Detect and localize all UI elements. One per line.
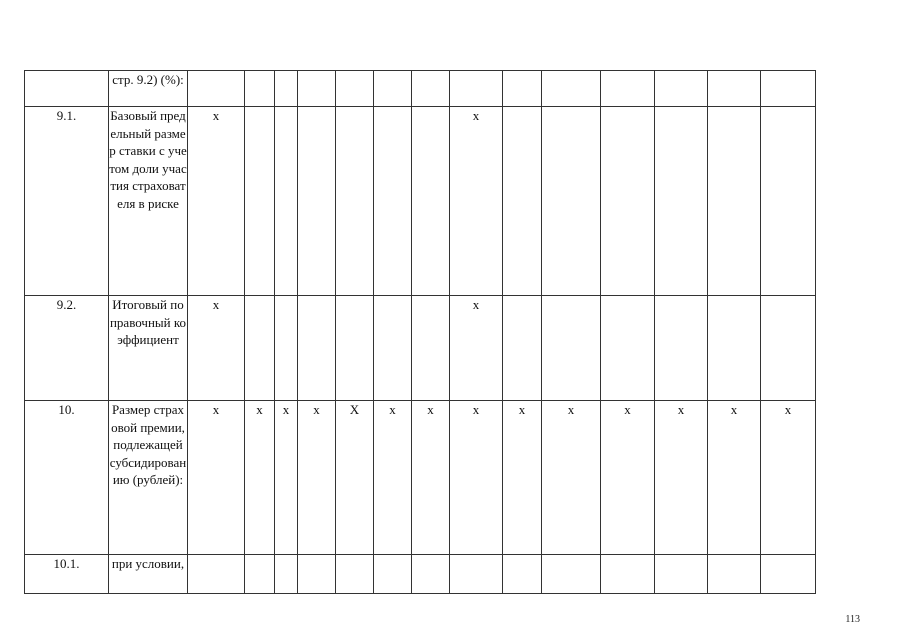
mark-cell	[412, 71, 450, 107]
row-number	[25, 71, 109, 107]
mark-cell: X	[336, 401, 374, 555]
mark-cell	[542, 107, 601, 296]
mark-cell	[298, 555, 336, 594]
mark-cell	[245, 296, 275, 401]
mark-cell	[761, 107, 816, 296]
row-number: 10.	[25, 401, 109, 555]
mark-cell: x	[275, 401, 298, 555]
mark-cell	[336, 296, 374, 401]
mark-cell	[542, 71, 601, 107]
mark-cell	[601, 71, 655, 107]
mark-cell	[374, 107, 412, 296]
mark-cell	[708, 555, 761, 594]
data-table	[24, 70, 816, 594]
mark-cell	[336, 107, 374, 296]
mark-cell	[336, 555, 374, 594]
row-label: при условии,	[109, 555, 188, 594]
mark-cell: x	[188, 296, 245, 401]
mark-cell: x	[188, 107, 245, 296]
row-number: 9.1.	[25, 107, 109, 296]
mark-cell: x	[374, 401, 412, 555]
row-label: стр. 9.2) (%):	[109, 71, 188, 107]
mark-cell	[601, 296, 655, 401]
mark-cell	[374, 71, 412, 107]
page-number: 113	[845, 614, 860, 625]
mark-cell	[275, 71, 298, 107]
mark-cell	[708, 107, 761, 296]
row-label: Базовый предельный размер ставки с учетом доли участия страхователя в риске	[109, 107, 188, 296]
mark-cell: x	[542, 401, 601, 555]
mark-cell	[245, 71, 275, 107]
mark-cell: x	[450, 107, 503, 296]
mark-cell	[601, 107, 655, 296]
table-row	[25, 555, 816, 594]
row-label: Итоговый поправочный коэффициент	[109, 296, 188, 401]
mark-cell	[655, 296, 708, 401]
mark-cell	[374, 555, 412, 594]
mark-cell	[374, 296, 412, 401]
mark-cell	[275, 555, 298, 594]
mark-cell	[601, 555, 655, 594]
mark-cell: x	[188, 401, 245, 555]
mark-cell	[245, 107, 275, 296]
row-number: 9.2.	[25, 296, 109, 401]
mark-cell	[542, 555, 601, 594]
mark-cell: x	[503, 401, 542, 555]
row-label: Размер страховой премии, подлежащей субсидированию (рублей):	[109, 401, 188, 555]
mark-cell	[655, 555, 708, 594]
mark-cell: x	[601, 401, 655, 555]
mark-cell	[761, 296, 816, 401]
mark-cell	[503, 555, 542, 594]
mark-cell	[336, 71, 374, 107]
mark-cell	[761, 555, 816, 594]
mark-cell	[188, 555, 245, 594]
table-row	[25, 401, 816, 555]
mark-cell	[275, 296, 298, 401]
mark-cell: x	[655, 401, 708, 555]
mark-cell	[188, 71, 245, 107]
mark-cell: x	[450, 296, 503, 401]
mark-cell	[708, 296, 761, 401]
mark-cell	[298, 107, 336, 296]
mark-cell	[761, 71, 816, 107]
mark-cell	[412, 107, 450, 296]
mark-cell	[298, 296, 336, 401]
mark-cell	[412, 296, 450, 401]
mark-cell	[655, 107, 708, 296]
mark-cell: x	[412, 401, 450, 555]
table-row	[25, 107, 816, 296]
mark-cell: x	[245, 401, 275, 555]
mark-cell	[412, 555, 450, 594]
mark-cell	[655, 71, 708, 107]
mark-cell: x	[298, 401, 336, 555]
mark-cell: x	[708, 401, 761, 555]
mark-cell	[708, 71, 761, 107]
mark-cell	[275, 107, 298, 296]
mark-cell	[245, 555, 275, 594]
mark-cell	[450, 555, 503, 594]
table-row	[25, 296, 816, 401]
mark-cell	[503, 296, 542, 401]
mark-cell	[298, 71, 336, 107]
mark-cell	[503, 107, 542, 296]
table-row	[25, 71, 816, 107]
mark-cell: x	[450, 401, 503, 555]
mark-cell	[542, 296, 601, 401]
mark-cell: x	[761, 401, 816, 555]
row-number: 10.1.	[25, 555, 109, 594]
mark-cell	[503, 71, 542, 107]
mark-cell	[450, 71, 503, 107]
